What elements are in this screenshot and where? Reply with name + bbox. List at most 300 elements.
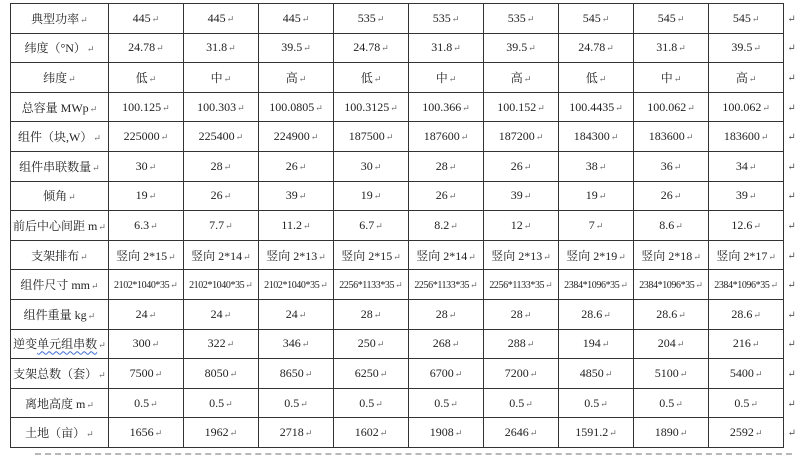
value-cell[interactable] [183,299,258,329]
cell-end-mark: ↵ [93,133,101,144]
value-cell[interactable] [108,151,183,181]
value-cell[interactable] [108,270,183,300]
value-cell[interactable] [333,151,408,181]
value-cell[interactable] [409,211,484,241]
value-cell[interactable] [559,270,634,300]
cell-end-mark: ↵ [150,220,158,231]
row-label: 逆变 [13,337,38,352]
value-cell[interactable] [559,92,634,122]
cell-value: 28 [210,158,223,173]
value-cell[interactable] [183,4,258,34]
cell-end-mark: ↵ [375,220,383,231]
cell-value: 535 [507,10,526,25]
cell-value: 225400 [198,129,235,144]
row-end-area [784,92,800,122]
row-label-cell[interactable] [11,299,109,329]
value-cell[interactable] [709,299,784,329]
cell-value: 38 [585,158,598,173]
value-cell[interactable] [258,329,333,359]
row-label: 支架排布 [31,248,80,263]
value-cell[interactable] [183,418,258,448]
value-cell[interactable] [634,329,709,359]
value-cell[interactable] [108,418,183,448]
cell-end-mark: ↵ [91,281,99,292]
value-cell[interactable] [258,63,333,93]
row-label-cell[interactable] [11,122,109,152]
value-cell[interactable] [409,33,484,63]
cell-end-mark: ↵ [448,73,457,84]
value-cell[interactable] [709,388,784,418]
cell-value: 28 [360,306,373,321]
value-cell[interactable] [709,151,784,181]
cell-value: 2646 [504,425,529,440]
cell-end-mark: ↵ [601,339,610,350]
cell-value: 5400 [729,365,754,380]
cell-end-mark: ↵ [618,251,626,262]
row-label-cell[interactable] [11,211,109,241]
cell-end-mark: ↵ [298,191,307,202]
cell-value: 2384*1096*35 [564,280,620,292]
value-cell[interactable] [559,388,634,418]
row-end-mark: ↵ [787,250,796,262]
row-label: 前后中心间距 m [13,218,98,233]
cell-end-mark: ↵ [523,220,532,231]
value-cell[interactable] [484,211,559,241]
value-cell[interactable] [258,299,333,329]
value-cell[interactable] [258,181,333,211]
value-cell[interactable] [409,151,484,181]
cell-end-mark: ↵ [609,428,617,439]
value-cell[interactable] [484,122,559,152]
value-cell[interactable] [333,211,408,241]
cell-end-mark: ↵ [545,280,553,291]
cell-value: 39 [735,188,748,203]
value-cell[interactable] [333,329,408,359]
cell-value: 28 [435,306,448,321]
value-cell[interactable] [183,181,258,211]
value-cell[interactable] [559,240,634,270]
cell-value: 445 [282,10,301,25]
cell-value: 28.6 [731,306,753,321]
value-cell[interactable] [709,4,784,34]
table-row [11,181,800,211]
value-cell[interactable] [634,33,709,63]
cell-end-mark: ↵ [620,280,628,291]
value-cell[interactable] [484,240,559,270]
row-label: 组件尺寸 mm [20,278,90,293]
cell-value: 300 [132,336,151,351]
value-cell[interactable] [258,92,333,122]
cell-end-mark: ↵ [748,73,757,84]
cell-end-mark: ↵ [595,220,604,231]
cell-value: 268 [432,336,451,351]
cell-value: 6.7 [359,217,375,232]
cell-value: 28.6 [656,306,678,321]
cell-end-mark: ↵ [150,398,158,409]
cell-value: 545 [657,10,676,25]
cell-value: 竖向 2*13 [491,248,543,263]
cell-end-mark: ↵ [304,368,313,379]
value-cell[interactable] [484,359,559,389]
value-cell[interactable] [258,240,333,270]
value-cell[interactable] [409,270,484,300]
value-cell[interactable] [709,181,784,211]
cell-value: 竖向 2*14 [416,248,468,263]
value-cell[interactable] [183,388,258,418]
value-cell[interactable] [709,359,784,389]
cell-end-mark: ↵ [678,309,686,320]
value-cell[interactable] [709,329,784,359]
value-cell[interactable] [709,33,784,63]
value-cell[interactable] [634,388,709,418]
value-cell[interactable] [258,359,333,389]
cell-value: 12.6 [731,217,753,232]
value-cell[interactable] [484,329,559,359]
cell-end-mark: ↵ [523,191,532,202]
cell-value: 1890 [654,425,679,440]
value-cell[interactable] [484,92,559,122]
row-label-cell[interactable] [11,92,109,122]
cell-end-mark: ↵ [315,102,323,113]
value-cell[interactable] [258,211,333,241]
cell-value: 1591.2 [575,425,609,440]
cell-value: 322 [207,336,226,351]
cell-value: 6250 [354,365,379,380]
value-cell[interactable] [634,240,709,270]
cell-end-mark: ↵ [523,309,532,320]
value-cell[interactable] [333,181,408,211]
value-cell[interactable] [634,4,709,34]
cell-end-mark: ↵ [598,161,607,172]
cell-value: 低 [585,70,598,85]
value-cell[interactable] [634,299,709,329]
cell-end-mark: ↵ [679,428,688,439]
value-cell[interactable] [634,359,709,389]
cell-end-mark: ↵ [453,43,461,54]
value-cell[interactable] [709,63,784,93]
row-end-area [784,359,800,389]
value-cell[interactable] [108,299,183,329]
value-cell[interactable] [258,4,333,34]
value-cell[interactable] [333,418,408,448]
row-label: 总容量 MWp [21,100,89,115]
value-cell[interactable] [409,359,484,389]
row-label-cell[interactable] [11,388,109,418]
value-cell[interactable] [258,270,333,300]
value-cell[interactable] [559,151,634,181]
row-end-area [784,151,800,181]
cell-value: 8.6 [659,217,675,232]
cell-end-mark: ↵ [687,102,695,113]
row-end-mark: ↵ [787,191,796,203]
cell-end-mark: ↵ [448,309,457,320]
cell-end-mark: ↵ [98,221,106,232]
cell-value: 低 [135,70,148,85]
cell-value: 2102*1040*35 [114,280,170,292]
cell-end-mark: ↵ [300,398,308,409]
value-cell[interactable] [333,359,408,389]
value-cell[interactable] [108,33,183,63]
value-cell[interactable] [409,418,484,448]
value-cell[interactable] [484,181,559,211]
row-label-cell[interactable] [11,151,109,181]
cell-end-mark: ↵ [762,102,770,113]
row-label-cell[interactable] [11,329,109,359]
cell-end-mark: ↵ [160,132,169,143]
cell-end-mark: ↵ [393,251,401,262]
cell-end-mark: ↵ [89,103,98,114]
value-cell[interactable] [409,122,484,152]
cell-value: 26 [435,188,448,203]
value-cell[interactable] [634,63,709,93]
cell-value: 竖向 2*17 [716,248,768,263]
value-cell[interactable] [484,388,559,418]
cell-end-mark: ↵ [98,340,106,351]
value-cell[interactable] [559,4,634,34]
value-cell[interactable] [108,388,183,418]
value-cell[interactable] [484,4,559,34]
cell-end-mark: ↵ [451,339,460,350]
cell-value: 26 [660,188,673,203]
table-row [11,92,800,122]
cell-end-mark: ↵ [770,280,778,291]
value-cell[interactable] [409,299,484,329]
cell-end-mark: ↵ [598,191,607,202]
cell-end-mark: ↵ [298,73,307,84]
value-cell[interactable] [183,270,258,300]
value-cell[interactable] [559,63,634,93]
value-cell[interactable] [258,388,333,418]
value-cell[interactable] [559,211,634,241]
value-cell[interactable] [484,270,559,300]
value-cell[interactable] [559,122,634,152]
table-row [11,270,800,300]
value-cell[interactable] [709,240,784,270]
cell-end-mark: ↵ [754,428,763,439]
value-cell[interactable] [258,418,333,448]
cell-value: 184300 [573,129,610,144]
value-cell[interactable] [333,63,408,93]
cell-end-mark: ↵ [304,428,313,439]
value-cell[interactable] [108,329,183,359]
cell-value: 中 [660,70,673,85]
value-cell[interactable] [183,33,258,63]
table-row [11,359,800,389]
value-cell[interactable] [333,92,408,122]
row-label-cell[interactable] [11,418,109,448]
cell-end-mark: ↵ [237,102,245,113]
cell-end-mark: ↵ [154,428,163,439]
cell-value: 5100 [654,365,679,380]
cell-end-mark: ↵ [228,43,236,54]
value-cell[interactable] [634,122,709,152]
row-end-area [784,181,800,211]
value-cell[interactable] [559,418,634,448]
value-cell[interactable] [108,4,183,34]
cell-value: 竖向 2*14 [191,248,243,263]
cell-value: 4850 [579,365,604,380]
value-cell[interactable] [634,181,709,211]
cell-value: 0.5 [284,395,300,410]
value-cell[interactable] [409,240,484,270]
value-cell[interactable] [108,63,183,93]
value-cell[interactable] [484,151,559,181]
value-cell[interactable] [484,33,559,63]
cell-end-mark: ↵ [226,13,235,24]
cell-value: 竖向 2*13 [266,248,318,263]
value-cell[interactable] [333,270,408,300]
cell-value: 6.3 [134,217,150,232]
row-end-mark: ↵ [787,398,796,410]
value-cell[interactable] [333,4,408,34]
row-label-cell[interactable] [11,181,109,211]
cell-value: 2256*1133*35 [489,280,545,292]
value-cell[interactable] [709,418,784,448]
cell-end-mark: ↵ [675,398,683,409]
value-cell[interactable] [108,92,183,122]
value-cell[interactable] [484,299,559,329]
value-cell[interactable] [634,92,709,122]
value-cell[interactable] [333,240,408,270]
cell-value: 19 [135,188,148,203]
cell-value: 7.7 [209,217,225,232]
value-cell[interactable] [333,33,408,63]
row-end-mark: ↵ [787,43,796,55]
cell-value: 31.8 [206,40,228,55]
value-cell[interactable] [183,92,258,122]
value-cell[interactable] [108,211,183,241]
cell-end-mark: ↵ [148,191,157,202]
value-cell[interactable] [333,388,408,418]
cell-end-mark: ↵ [381,43,389,54]
cell-end-mark: ↵ [598,73,607,84]
cell-end-mark: ↵ [223,191,232,202]
cell-value: 100.366 [422,99,462,114]
cell-end-mark: ↵ [600,398,608,409]
value-cell[interactable] [409,4,484,34]
row-label-cell[interactable] [11,359,109,389]
value-cell[interactable] [634,418,709,448]
cell-value: 8650 [279,365,304,380]
cell-value: 1962 [204,425,229,440]
row-end-area [784,240,800,270]
cell-value: 100.3125 [344,99,390,114]
row-label-cell[interactable] [11,4,109,34]
value-cell[interactable] [333,299,408,329]
value-cell[interactable] [183,151,258,181]
value-cell[interactable] [634,270,709,300]
value-cell[interactable] [333,122,408,152]
cell-end-mark: ↵ [229,368,238,379]
row-label: 组件重量 kg [23,307,87,322]
value-cell[interactable] [183,240,258,270]
cell-end-mark: ↵ [460,132,469,143]
row-label-cell[interactable] [11,63,109,93]
cell-end-mark: ↵ [225,398,233,409]
value-cell[interactable] [258,151,333,181]
cell-value: 竖向 2*15 [116,248,168,263]
value-cell[interactable] [183,211,258,241]
cell-value: 535 [357,10,376,25]
value-cell[interactable] [559,329,634,359]
cell-end-mark: ↵ [373,161,382,172]
value-cell[interactable] [409,388,484,418]
row-end-area [784,122,800,152]
cell-end-mark: ↵ [450,398,458,409]
row-end-area [784,418,800,448]
value-cell[interactable] [559,299,634,329]
cell-end-mark: ↵ [86,429,94,440]
cell-end-mark: ↵ [303,43,311,54]
value-cell[interactable] [709,270,784,300]
cell-end-mark: ↵ [523,73,532,84]
cell-value: 36 [660,158,673,173]
value-cell[interactable] [183,359,258,389]
value-cell[interactable] [108,240,183,270]
value-cell[interactable] [108,359,183,389]
cell-end-mark: ↵ [685,132,694,143]
value-cell[interactable] [108,181,183,211]
value-cell[interactable] [559,33,634,63]
row-end-mark: ↵ [787,13,796,25]
cell-end-mark: ↵ [754,368,763,379]
value-cell[interactable] [634,211,709,241]
cell-value: 0.5 [659,395,675,410]
row-end-area [784,33,800,63]
cell-end-mark: ↵ [601,13,610,24]
value-cell[interactable] [183,122,258,152]
value-cell[interactable] [409,181,484,211]
value-cell[interactable] [484,63,559,93]
value-cell[interactable] [258,122,333,152]
cell-end-mark: ↵ [68,192,76,203]
value-cell[interactable] [709,122,784,152]
value-cell[interactable] [634,151,709,181]
value-cell[interactable] [709,92,784,122]
cell-value: 竖向 2*18 [641,248,693,263]
table-row [11,418,800,448]
row-label: 倾角 [43,189,68,204]
value-cell[interactable] [258,33,333,63]
cell-end-mark: ↵ [235,132,244,143]
row-end-mark: ↵ [787,368,796,380]
cell-end-mark: ↵ [448,161,457,172]
value-cell[interactable] [409,92,484,122]
cell-value: 31.8 [431,40,453,55]
cell-value: 0.5 [509,395,525,410]
value-cell[interactable] [183,329,258,359]
cell-value: 7 [588,217,595,232]
value-cell[interactable] [183,63,258,93]
cell-end-mark: ↵ [170,280,178,291]
value-cell[interactable] [559,359,634,389]
row-label-cell[interactable] [11,33,109,63]
value-cell[interactable] [108,122,183,152]
value-cell[interactable] [709,211,784,241]
value-cell[interactable] [409,63,484,93]
cell-value: 高 [510,70,523,85]
cell-end-mark: ↵ [468,251,476,262]
value-cell[interactable] [559,181,634,211]
cell-end-mark: ↵ [376,339,385,350]
row-label-cell[interactable] [11,270,109,300]
dashed-boundary-line [35,453,792,455]
value-cell[interactable] [484,418,559,448]
cell-end-mark: ↵ [148,309,157,320]
value-cell[interactable] [409,329,484,359]
row-label-cell[interactable] [11,240,109,270]
cell-end-mark: ↵ [80,14,88,25]
